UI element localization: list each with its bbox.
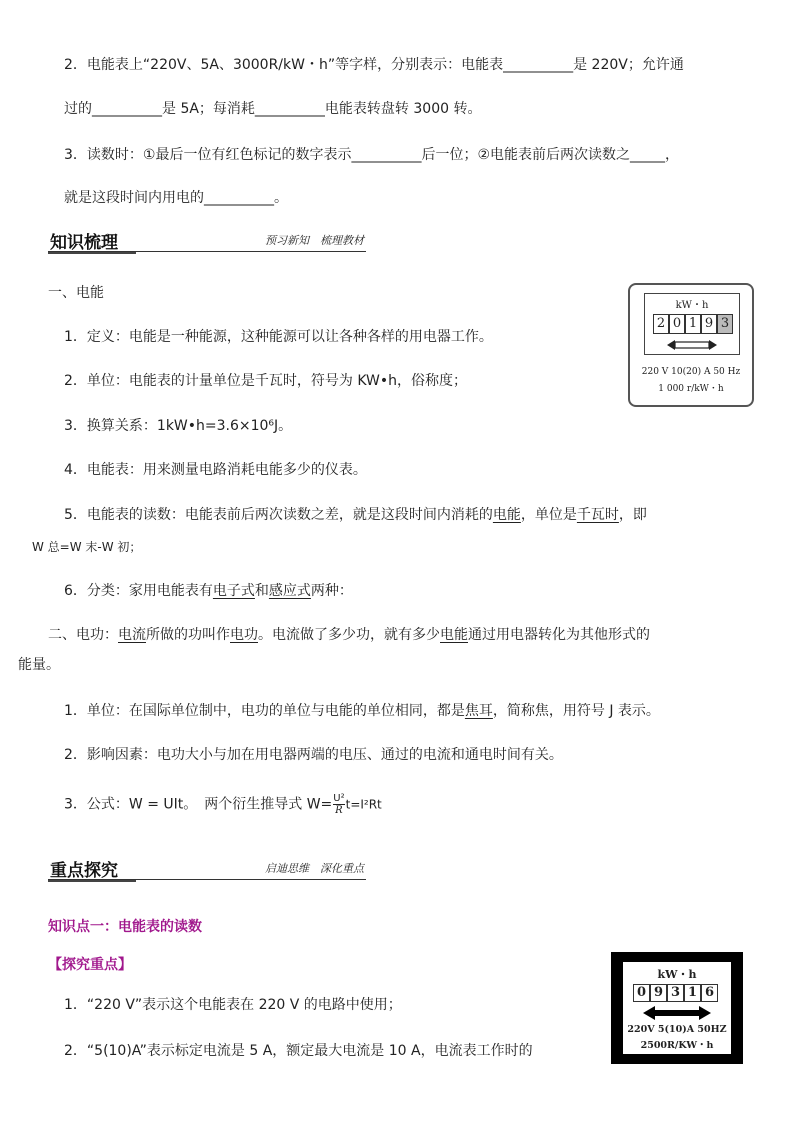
- underlined-term: 焦耳: [464, 703, 493, 719]
- meter-disc-icon: [667, 339, 717, 351]
- section-subtitle: 启迪思维 深化重点: [265, 862, 364, 875]
- underlined-term: 电能: [440, 627, 468, 643]
- part1-heading: 一、电能: [48, 285, 104, 301]
- knowledge-point-title: 知识点一：电能表的读数: [48, 919, 202, 935]
- text: 3．公式：W = UIt。 两个衍生推导式 W=: [64, 796, 333, 813]
- text: 二、电功：: [48, 627, 118, 643]
- part1-item2: 2．单位：电能表的计量单位是千瓦时，符号为 KW•h，俗称度；: [64, 373, 468, 389]
- question-2-line-1: 2．电能表上“220V、5A、3000R/kW・h”等字样，分别表示：电能表__________是 220V；允许通: [64, 57, 684, 73]
- part1-item5-formula: W 总=W 末-W 初；: [32, 540, 142, 554]
- meter-digit: 0: [633, 984, 650, 1002]
- text: 6．分类：家用电能表有: [64, 583, 213, 599]
- meter-digit: 2: [653, 314, 669, 334]
- meter-digits: [633, 984, 718, 1002]
- underlined-term: 电流: [118, 627, 146, 643]
- text: 1．单位：在国际单位制中，电功的单位与电能的单位相同，都是: [64, 703, 465, 719]
- divider-accent: [48, 880, 136, 882]
- section-subtitle: 预习新知 梳理教材: [265, 234, 364, 247]
- meter-spec-2: 2500R/KW・h: [640, 1040, 714, 1051]
- meter-digit: 6: [701, 984, 718, 1002]
- text: 通过用电器转化为其他形式的: [468, 627, 650, 643]
- meter-digit: 1: [685, 314, 701, 334]
- underlined-term: 电功: [230, 627, 258, 643]
- part1-item4: 4．电能表：用来测量电路消耗电能多少的仪表。: [64, 462, 367, 478]
- text: ，单位是: [520, 507, 577, 523]
- meter-digit: 1: [684, 984, 701, 1002]
- explore-heading: 【探究重点】: [48, 957, 132, 973]
- meter-display-frame: [644, 293, 740, 355]
- text: t=I²Rt: [345, 797, 382, 812]
- part1-item3: 3．换算关系：1kW•h=3.6×10⁶J。: [64, 418, 293, 434]
- meter-unit-label: kW・h: [657, 968, 697, 981]
- meter-digit: 9: [701, 314, 717, 334]
- part1-item1: 1．定义：电能是一种能源，这种能源可以让各种各样的用电器工作。: [64, 329, 493, 345]
- divider-accent: [48, 252, 136, 254]
- text: 两种：: [310, 583, 353, 599]
- text: ，简称焦，用符号 J 表示。: [492, 703, 660, 719]
- meter-unit-label: kW・h: [675, 300, 709, 311]
- question-3-line-1: 3．读数时：①最后一位有红色标记的数字表示__________后一位；②电能表前后两次读数之_____，: [64, 147, 680, 163]
- question-3-line-2: 就是这段时间内用电的__________。: [64, 190, 288, 206]
- text: 。电流做了多少功，就有多少: [258, 627, 440, 643]
- part2-item2: 2．影响因素：电功大小与加在用电器两端的电压、通过的电流和通电时间有关。: [64, 747, 563, 763]
- underlined-term: 电能: [492, 507, 521, 523]
- section-title: 重点探究: [50, 861, 118, 881]
- underlined-term: 千瓦时: [576, 507, 619, 523]
- text: ，即: [618, 507, 647, 523]
- part2-heading: [48, 626, 650, 644]
- meter-digits: [653, 314, 733, 334]
- meter-disc-icon: [643, 1006, 711, 1020]
- electric-meter-illustration: [628, 283, 754, 407]
- meter-digit: 9: [650, 984, 667, 1002]
- electric-meter-illustration-2: [611, 952, 743, 1064]
- part2-item3: [64, 793, 382, 823]
- meter-digit-red: 3: [717, 314, 733, 334]
- part2-heading-cont: 能量。: [18, 657, 60, 673]
- section-header-key-points: [48, 856, 366, 880]
- part1-item6: [64, 582, 353, 600]
- section-title: 知识梳理: [50, 233, 118, 253]
- underlined-term: 电子式: [212, 583, 255, 599]
- fraction-numerator: U²: [333, 793, 345, 804]
- explore-item2: 2．“5(10)A”表示标定电流是 5 A，额定最大电流是 10 A，电流表工作时的: [64, 1043, 533, 1059]
- meter-digit: 3: [667, 984, 684, 1002]
- text: 5．电能表的读数：电能表前后两次读数之差，就是这段时间内消耗的: [64, 507, 493, 523]
- meter-spec-1: 220V 5(10)A 50HZ: [627, 1024, 727, 1035]
- text: 和: [254, 583, 269, 599]
- part1-item5: [64, 506, 647, 524]
- fraction-denominator: R: [335, 805, 343, 816]
- meter-spec-2: 1 000 r/kW・h: [658, 384, 724, 394]
- question-2-line-2: 过的__________是 5A；每消耗__________电能表转盘转 3000 转。: [64, 101, 482, 117]
- section-header-knowledge: [48, 228, 366, 252]
- explore-item1: 1．“220 V”表示这个电能表在 220 V 的电路中使用；: [64, 997, 402, 1013]
- meter-spec-1: 220 V 10(20) A 50 Hz: [641, 367, 741, 377]
- meter-face: [623, 962, 731, 1054]
- text: 所做的功叫作: [146, 627, 230, 643]
- underlined-term: 感应式: [268, 583, 311, 599]
- part2-item1: [64, 702, 660, 720]
- fraction: [333, 793, 344, 816]
- meter-digit: 0: [669, 314, 685, 334]
